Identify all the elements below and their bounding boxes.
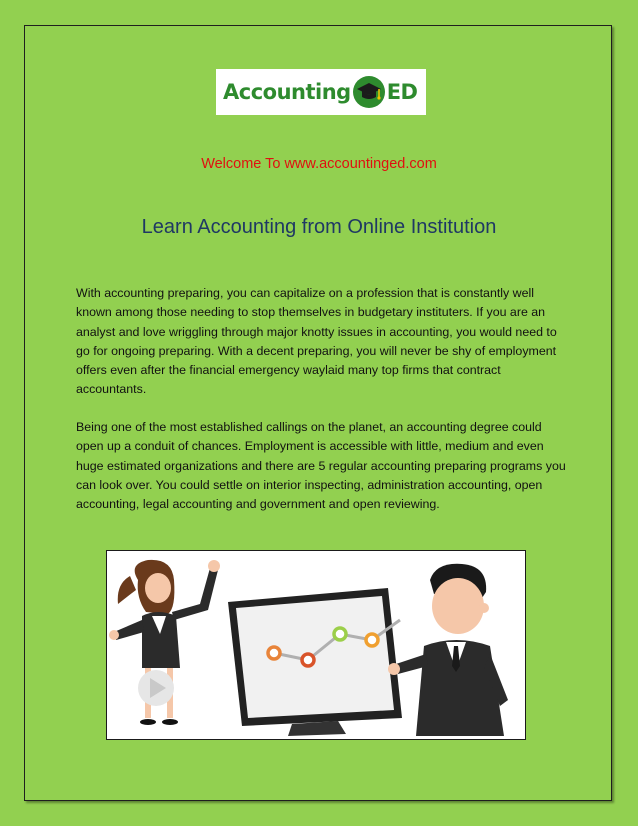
paragraph-2: Being one of the most established callings on the planet, an accounting degree could open up a conduit of chances. Employment is accessible with little, medium and even huge estimated organizations and there are 5 regular accounting preparing programs you can look over. You could settle on interior inspecting, administration accounting, open accounting, legal accounting and government and open reviewing. (76, 420, 566, 512)
welcome-line: Welcome To www.accountinged.com (201, 156, 437, 172)
accountants-illustration (106, 550, 526, 740)
paragraph-1: With accounting preparing, you can capitalize on a profession that is constantly well known among those needing to stop themselves in budgetary instituters. If you are an analyst and love wriggling through major knotty issues in accounting, you would need to go for ongoing preparing. With a decent preparing, you will never be shy of employment offers even after the financial emergency waylaid many top firms that contract accountants. (76, 286, 557, 397)
page-title: Learn Accounting from Online Institution (141, 216, 497, 238)
graduation-cap-icon (352, 75, 386, 109)
monitor-illustration (228, 588, 402, 736)
accountinged-logo (216, 69, 426, 115)
logo-text-accounting: Accounting (223, 80, 351, 104)
logo-text-ed: ED (386, 80, 418, 104)
